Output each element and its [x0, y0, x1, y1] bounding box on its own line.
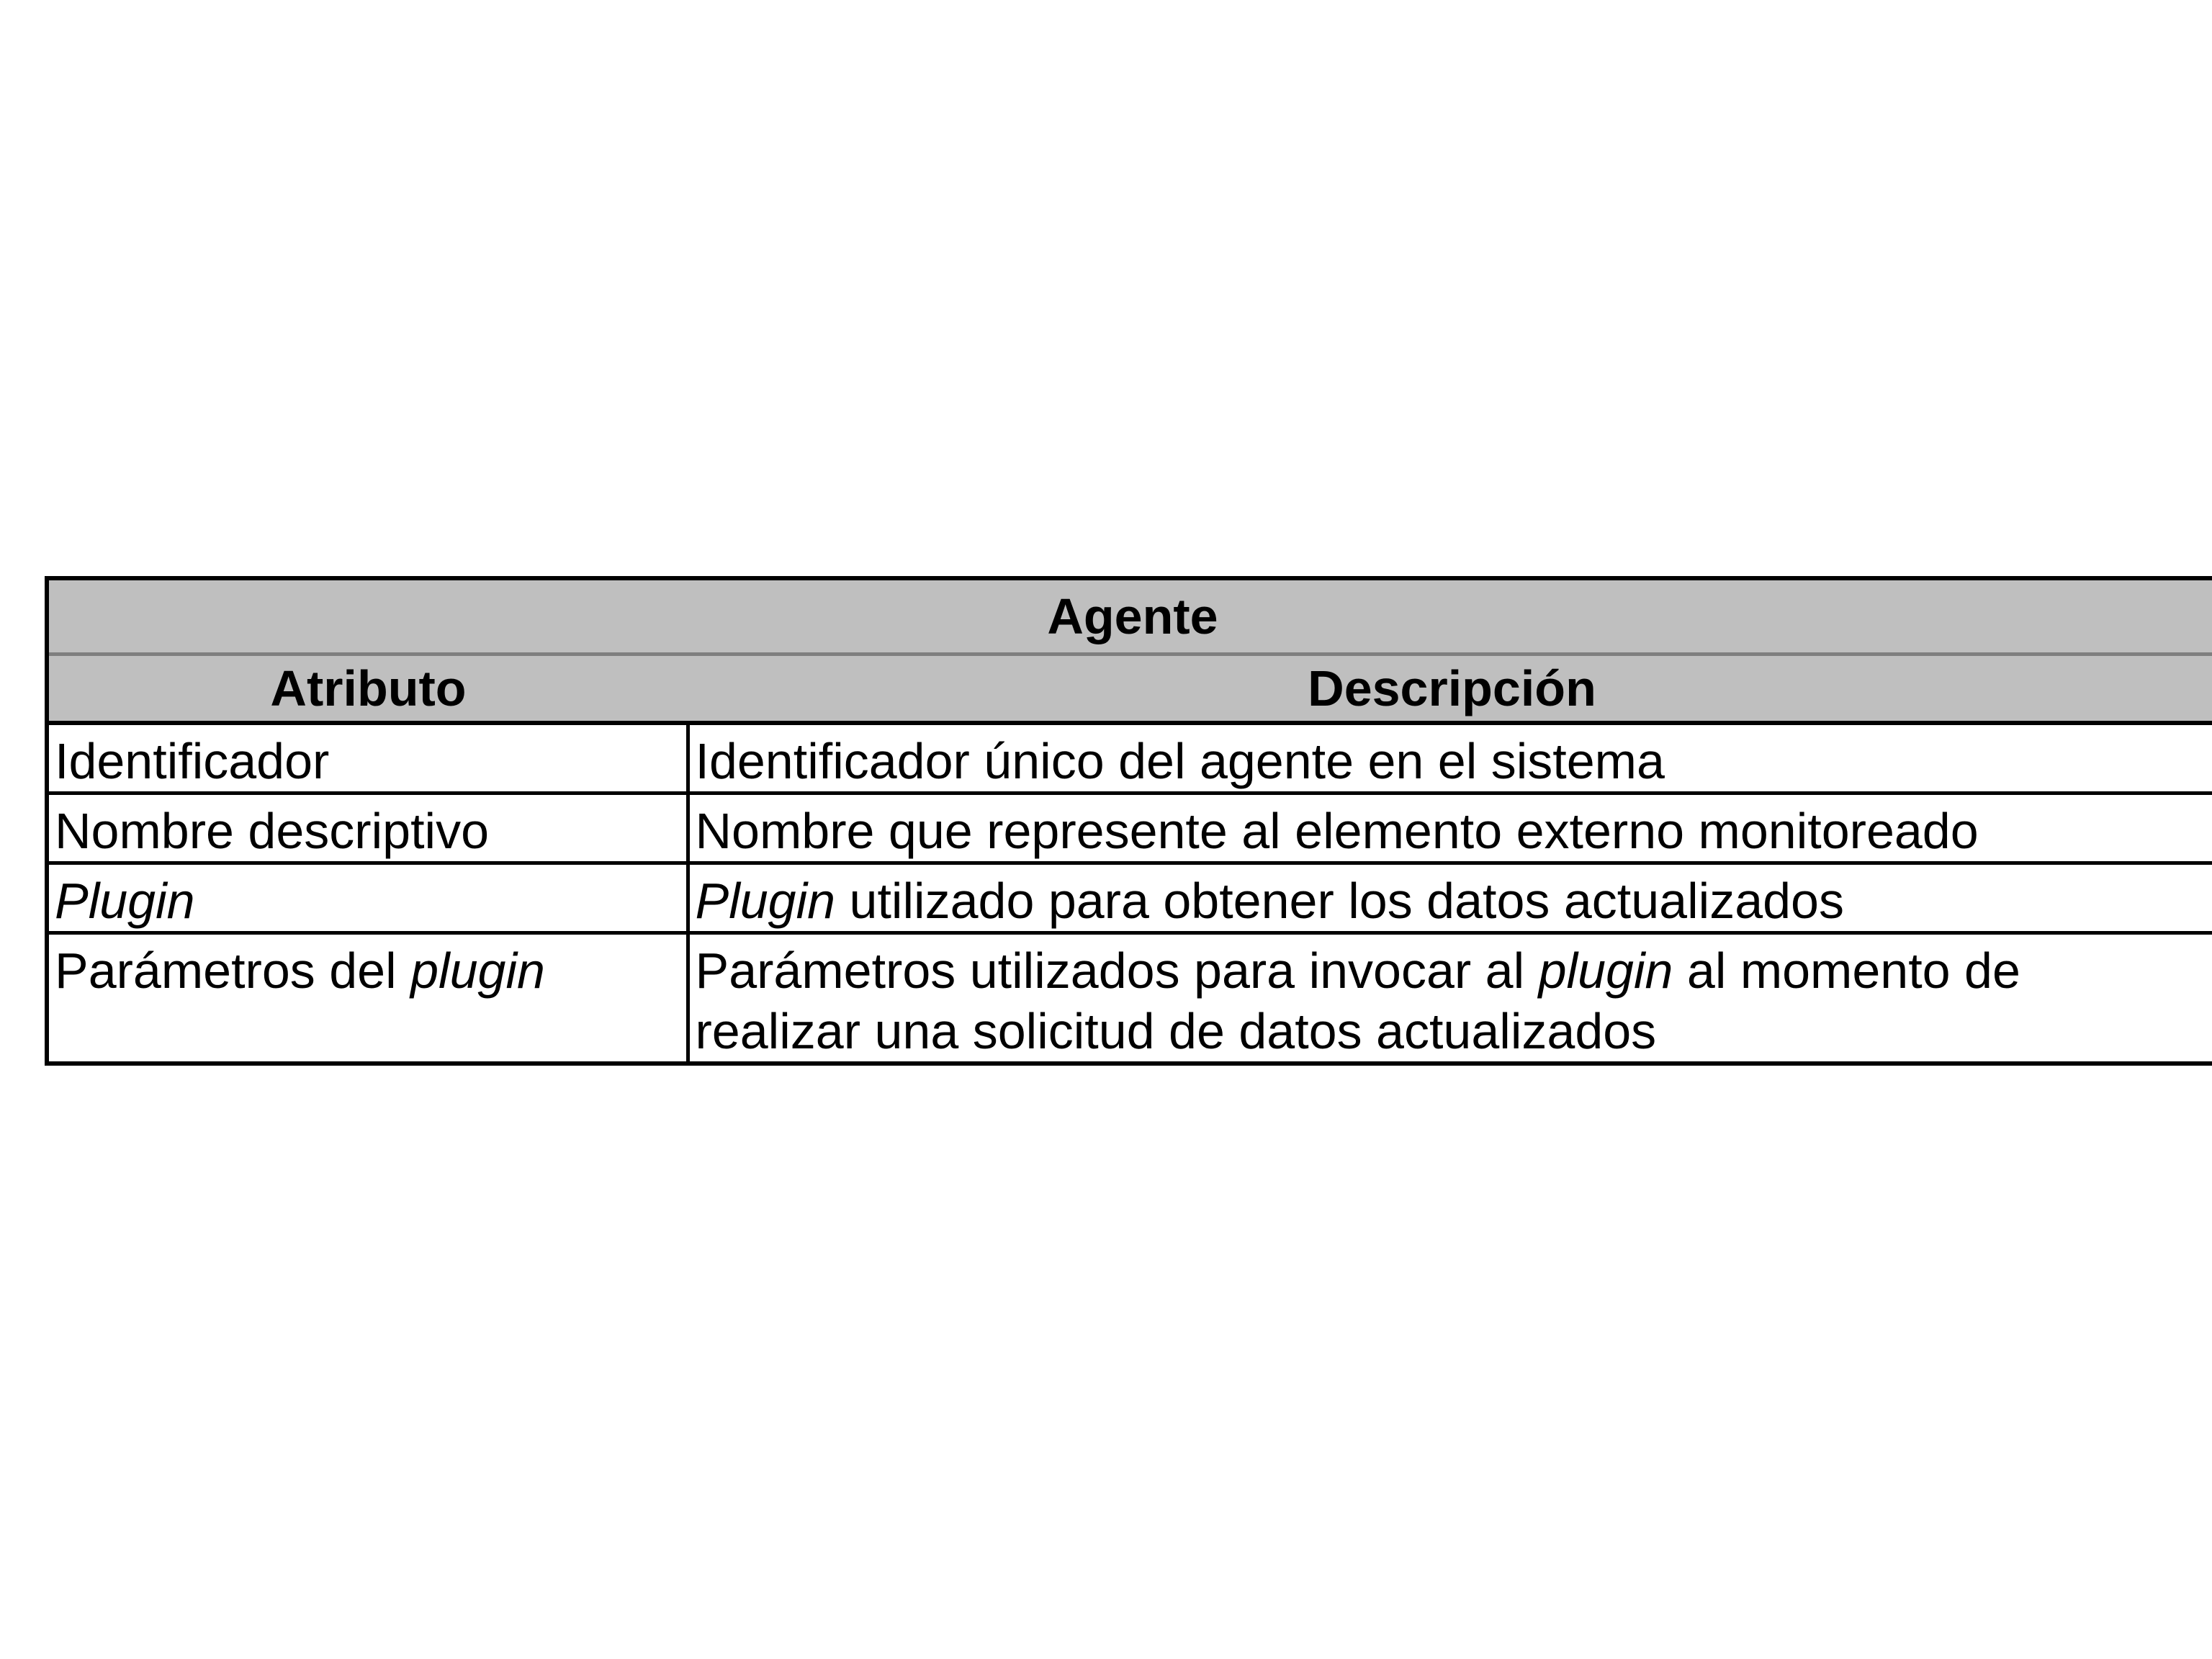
attribute-cell: [47, 723, 688, 793]
table-title: Agente: [47, 578, 2212, 655]
table-row: [47, 723, 2212, 793]
description-text: Identificador único del agente en el sistema: [695, 733, 1665, 789]
attribute-table-container: [45, 576, 2212, 1066]
description-cell: [688, 933, 2212, 1064]
column-header-descripcion: Descripción: [688, 655, 2212, 724]
attribute-text: [55, 940, 680, 1001]
description-pre: Parámetros utilizados para invocar al: [695, 943, 1539, 999]
description-text: Nombre que represente al elemento externo monitoreado: [695, 803, 1979, 859]
column-header-atributo: Atributo: [47, 655, 688, 724]
description-cell: [688, 793, 2212, 863]
description-post: al momento de: [1673, 943, 2020, 999]
description-italic-term: plugin: [1538, 943, 1673, 999]
description-line-2: realizar una solicitud de datos actualizados: [695, 1003, 1657, 1059]
attribute-text: [55, 871, 680, 931]
description-rest: utilizado para obtener los datos actualizados: [835, 873, 1844, 929]
attribute-table: [45, 576, 2212, 1066]
attribute-text: Identificador: [55, 733, 330, 789]
attribute-cell: [47, 933, 688, 1064]
description-line-1: [696, 940, 2211, 1001]
table-header-row: [47, 655, 2212, 724]
attribute-cell: [47, 863, 688, 933]
description-cell: [688, 863, 2212, 933]
table-row: [47, 793, 2212, 863]
attribute-italic-term: Plugin: [55, 873, 195, 929]
attribute-text: Nombre descriptivo: [55, 803, 489, 859]
table-title-row: [47, 578, 2212, 655]
attribute-cell: [47, 793, 688, 863]
description-cell: [688, 723, 2212, 793]
attribute-plain-part: Parámetros del: [55, 943, 411, 999]
table-row: [47, 933, 2212, 1064]
description-text: [696, 871, 2211, 931]
attribute-italic-term: plugin: [410, 943, 545, 999]
table-row: [47, 863, 2212, 933]
description-italic-term: Plugin: [695, 873, 836, 929]
